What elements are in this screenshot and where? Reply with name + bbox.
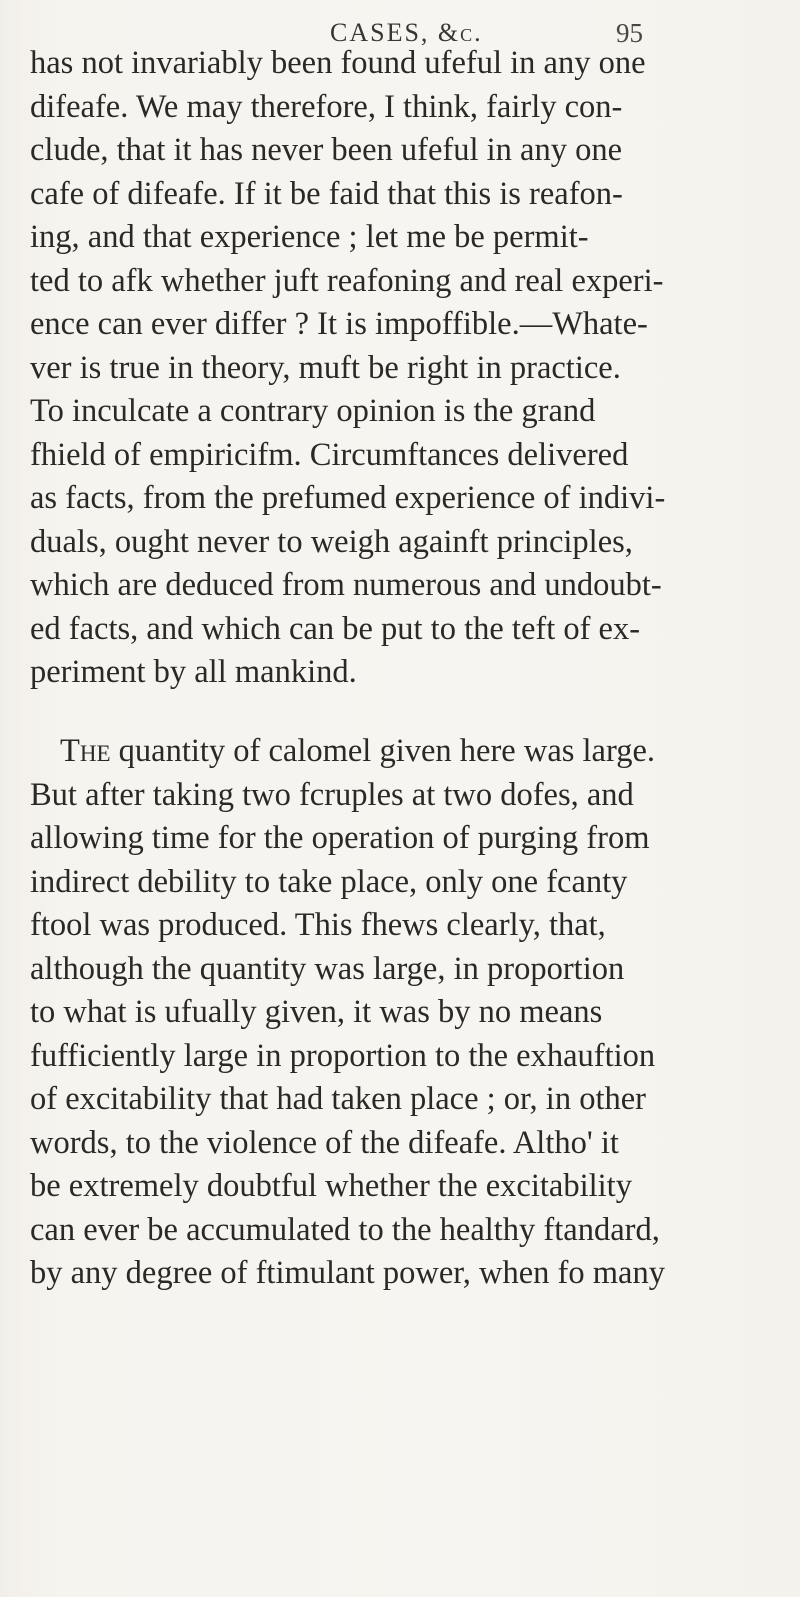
text-line: ted to afk whether juft reafoning and real experi-: [30, 262, 664, 299]
text-line: But after taking two fcruples at two dofes, and: [30, 776, 634, 813]
paragraph-1: [30, 42, 780, 695]
text-line: by any degree of ftimulant power, when fo many: [30, 1255, 665, 1291]
text-line: ence can ever differ ? It is impoffible.—Whate-: [30, 306, 648, 342]
text-line: has not invariably been found ufeful in any one: [30, 45, 646, 81]
text-line: as facts, from the prefumed experience of indivi-: [30, 480, 666, 516]
text-line: be extremely doubtful whether the excitability: [30, 1168, 632, 1204]
text-line: words, to the violence of the difeafe. Altho' it: [30, 1124, 619, 1161]
first-line-rest: quantity of calomel given here was large.: [110, 733, 656, 769]
page-number: 95: [616, 18, 643, 48]
running-head: CASES, &c.: [330, 18, 483, 47]
lead-word: The: [60, 733, 111, 769]
text-line: periment by all mankind.: [30, 654, 357, 690]
text-line: ed facts, and which can be put to the teft of ex-: [30, 610, 641, 647]
text-line: ing, and that experience ; let me be permit-: [30, 219, 589, 255]
text-line: duals, ought never to weigh againft principles,: [30, 523, 633, 560]
text-line: indirect debility to take place, only one fcanty: [30, 863, 628, 900]
text-line: ver is true in theory, muft be right in practice.: [30, 349, 621, 386]
text-line: allowing time for the operation of purging from: [30, 820, 650, 856]
text-line: which are deduced from numerous and undoubt-: [30, 567, 662, 603]
text-line: fufficiently large in proportion to the exhauftion: [30, 1037, 656, 1074]
text-line: clude, that it has never been ufeful in any one: [30, 132, 622, 168]
text-line: fhield of empiricifm. Circumftances delivered: [30, 436, 629, 473]
text-line: To inculcate a contrary opinion is the grand: [30, 393, 596, 429]
text-line: difeafe. We may therefore, I think, fairly con-: [30, 88, 623, 125]
text-line: can ever be accumulated to the healthy ftandard,: [30, 1211, 660, 1248]
text-line: to what is ufually given, it was by no means: [30, 994, 603, 1030]
text-line: [30, 730, 780, 774]
paragraph-2: [30, 730, 780, 1296]
text-line: cafe of difeafe. If it be faid that this is reafon-: [30, 175, 623, 212]
text-line: ftool was produced. This fhews clearly, that,: [30, 907, 606, 943]
text-line: although the quantity was large, in proportion: [30, 950, 625, 987]
text-line: of excitability that had taken place ; or, in other: [30, 1081, 646, 1117]
